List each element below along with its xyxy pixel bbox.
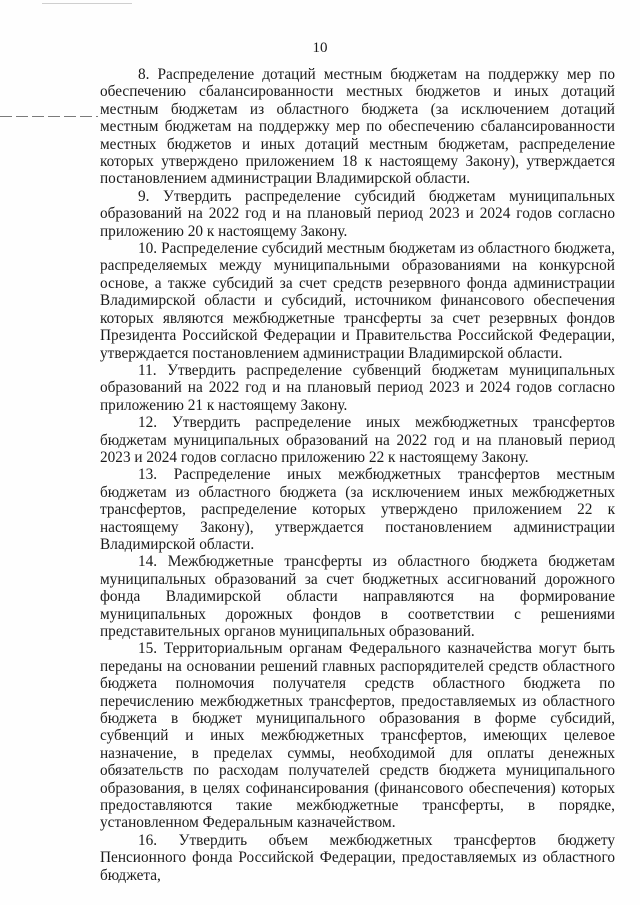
paragraph-10: 10. Распределение субсидий местным бюджетам из областного бюджета, распределяемых между муниципальными образованиями на конкурсной основе, а также субсидий за счет средств резервного фонда администрации Владимирской области и субсидий, источником финансового обеспечения которых являются межбюджетные трансферты за счет резервных фондов Президента Российской Федерации и Правительства Российской Федерации, утверждается постановлением администрации Владимирской области. <box>100 240 615 362</box>
paragraph-11: 11. Утвердить распределение субвенций бюджетам муниципальных образований на 2022 год и на плановый период 2023 и 2024 годов согласно приложению 21 к настоящему Закону. <box>100 361 615 414</box>
paragraph-8: 8. Распределение дотаций местным бюджетам на поддержку мер по обеспечению сбалансированности местных бюджетов и иных дотаций местным бюджетам из областного бюджета (за исключением дотаций местным бюджетам на поддержку мер по обеспечению сбалансированности местных бюджетов и иных дотаций местным бюджетам, распределение которых утверждено приложением 18 к настоящему Закону), утверждается постановлением администрации Владимирской области. <box>100 66 615 188</box>
paragraph-15: 15. Территориальным органам Федерального казначейства могут быть переданы на основании решений главных распорядителей средств областного бюджета полномочия получателя средств областного бюджета по перечислению межбюджетных трансфертов, предоставляемых из областного бюджета в бюджет муниципального образования в форме субсидий, субвенций и иных межбюджетных трансфертов, имеющих целевое назначение, в пределах суммы, необходимой для оплаты денежных обязательств по расходам получателей средств бюджета муниципального образования, в целях софинансирования (финансового обеспечения) которых предоставляются такие межбюджетные трансферты, в порядке, установленном Федеральным казначейством. <box>100 640 615 832</box>
scan-artifact-left <box>0 116 98 117</box>
paragraph-13: 13. Распределение иных межбюджетных трансфертов местным бюджетам из областного бюджета (за исключением иных межбюджетных трансфертов, распределение которых утверждено приложением 22 к настоящему Закону), утверждается постановлением администрации Владимирской области. <box>100 466 615 553</box>
page-number: 10 <box>312 40 328 56</box>
scan-artifact-top <box>42 3 132 4</box>
paragraph-9: 9. Утвердить распределение субсидий бюджетам муниципальных образований на 2022 год и на плановый период 2023 и 2024 годов согласно приложению 20 к настоящему Закону. <box>100 187 615 240</box>
paragraph-12: 12. Утвердить распределение иных межбюджетных трансфертов бюджетам муниципальных образований на 2022 год и на плановый период 2023 и 2024 годов согласно приложению 22 к настоящему Закону. <box>100 414 615 466</box>
paragraph-16: 16. Утвердить объем межбюджетных трансфертов бюджету Пенсионного фонда Российской Федерации, предоставляемых из областного бюджета, <box>100 831 615 884</box>
document-body <box>100 66 615 884</box>
paragraph-14: 14. Межбюджетные трансферты из областного бюджета бюджетам муниципальных образований за счет бюджетных ассигнований дорожного фонда Владимирской области направляются на формирование муниципальных дорожных фондов в соответствии с решениями представительных органов муниципальных образований. <box>100 553 615 640</box>
